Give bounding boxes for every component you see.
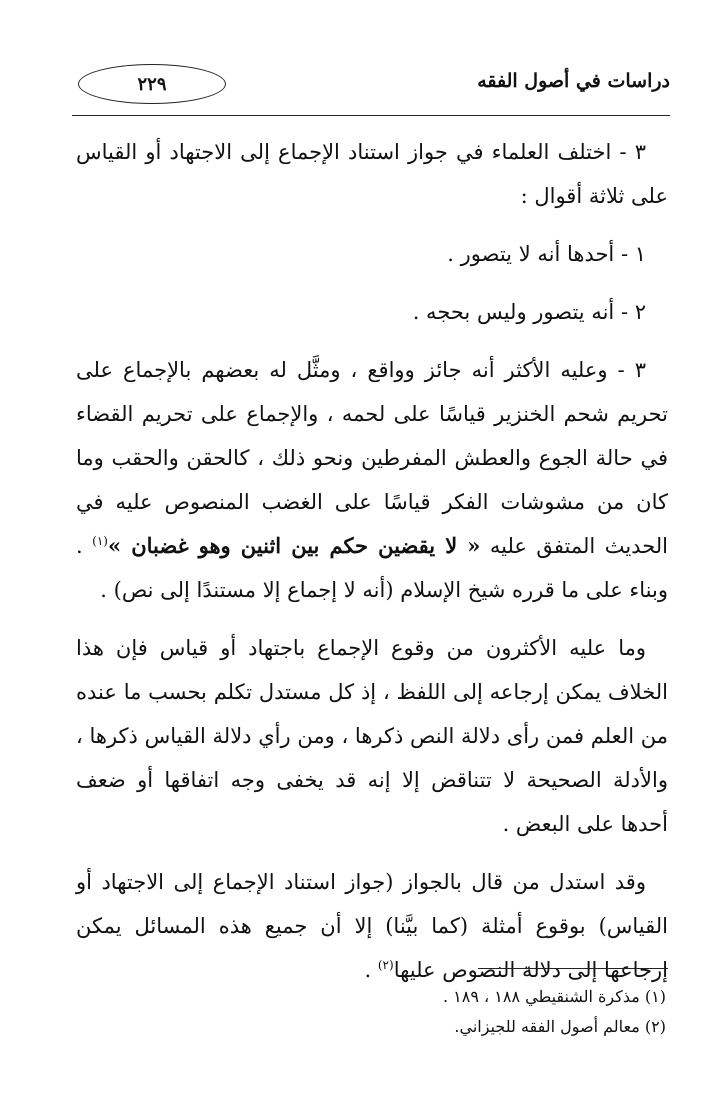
footnote-ref-1: (١) <box>92 534 108 548</box>
paragraph-3-start: ٣ - وعليه الأكثر أنه جائز وواقع ، ومثَّل له بعضهم بالإجماع على تحريم شحم الخنزير قياسًا على لحمه ، والإجماع على تحريم القضاء في حالة الجوع والعطش المفرطين ونحو ذلك ، كالحقن والحقب وما كان من مشوشات الفكر قياسًا على الغضب المنصوص عليه في الحديث المتفق عليه <box>76 358 668 558</box>
paragraph-3 <box>76 348 668 612</box>
page-number: ٢٢٩ <box>78 64 226 104</box>
hadith-quote: « لا يقضين حكم بين اثنين وهو غضبان » <box>107 533 481 558</box>
book-title: دراسات في أصول الفقه <box>477 70 670 92</box>
paragraph-1: ٣ - اختلف العلماء في جواز استناد الإجماع إلى الاجتهاد أو القياس على ثلاثة أقوال : <box>76 140 668 208</box>
footnote-2: (٢) معالم أصول الفقه للجيزاني. <box>454 1017 666 1036</box>
list-item-1: ١ - أحدها أنه لا يتصور . <box>447 242 646 266</box>
header-divider <box>72 115 670 116</box>
footnote-divider <box>478 968 668 969</box>
running-header <box>72 62 670 118</box>
footnotes <box>76 982 666 1042</box>
footnote-ref-2: (٢) <box>377 958 394 972</box>
paragraph-5-start: وقد استدل من قال بالجواز (جواز استناد الإجماع إلى الاجتهاد أو القياس) بوقوع أمثلة (كما بيَّنا) إلا أن جميع هذه المسائل يمكن إرجاعها إلى دلالة النصوص عليها <box>76 870 668 982</box>
paragraph-5-end: . <box>364 958 378 982</box>
main-text <box>76 130 668 992</box>
paragraph-4: وما عليه الأكثرون من وقوع الإجماع باجتهاد أو قياس فإن هذا الخلاف يمكن إرجاعه إلى اللفظ ، إذ كل مستدل تكلم بحسب ما عنده من العلم فمن رأى دلالة النص ذكرها ، ومن رأي دلالة القياس ذكرها ، والأدلة الصحيحة لا تتناقض إلا إنه قد يخفى وجه اتفاقها أو ضعف أحدها على البعض . <box>76 636 668 836</box>
paragraph-5 <box>76 860 668 992</box>
paragraph-3-end: . وبناء على ما قرره شيخ الإسلام (أنه لا إجماع إلا مستندًا إلى نص) . <box>76 534 668 602</box>
list-item-2: ٢ - أنه يتصور وليس بحجه . <box>412 300 646 324</box>
footnote-1: (١) مذكرة الشنقيطي ١٨٨ ، ١٨٩ . <box>442 987 666 1006</box>
